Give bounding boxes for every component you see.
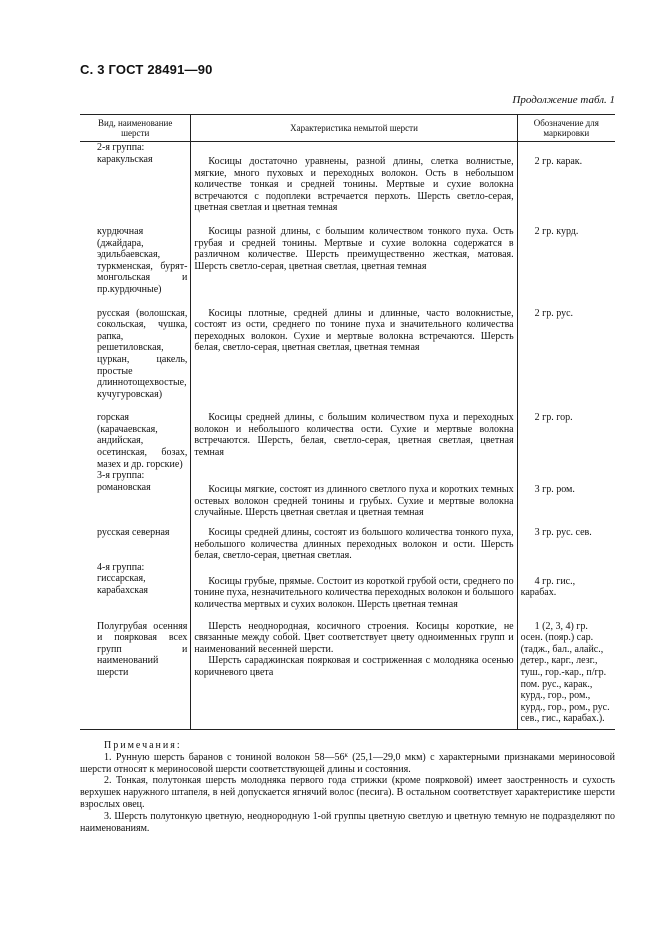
marking-code: 2 гр. гор. xyxy=(534,412,573,424)
marking-code: 3 гр. ром. xyxy=(534,484,575,496)
wool-type-cell xyxy=(80,214,191,296)
group-label: 3-я группа: xyxy=(97,470,145,482)
wool-type-name: Полугрубая осенняя и поярковая всех групп и наименований шерсти xyxy=(97,620,188,678)
marking-code: 1 (2, 3, 4) гр. осен. (пояр.) сар. (тадж., бал., алайс., детер., карг., лезг., туш., гор.-кар., п/гр. пом. рус., карак., курд., гор., ром., курд., гор., ром., рус. сев., гис., карабах.). xyxy=(520,620,610,725)
table-row xyxy=(80,214,615,296)
characteristic-text: Шерсть неоднородная, косичного строения. Косицы короткие, не связанные между собой. Цвет соответствует цвету одноименных групп и наименований весенней шерсти. xyxy=(194,620,514,655)
column-header-type: Вид, наименование шерсти xyxy=(80,115,191,142)
wool-type-cell xyxy=(80,142,191,214)
group-label: 4-я группа: xyxy=(97,561,145,573)
characteristic-cell xyxy=(191,470,517,519)
wool-type-name: каракульская xyxy=(97,153,153,165)
marking-cell xyxy=(517,142,615,214)
wool-type-name: русская северная xyxy=(97,527,170,539)
table-row xyxy=(80,400,615,470)
note-3: 3. Шерсть полутонкую цветную, неоднородную 1-ой группы цветную светлую и цветную темную не подразделяют по наименованиям. xyxy=(80,810,615,834)
table-row xyxy=(80,470,615,519)
note-2: 2. Тонкая, полутонкая шерсть молодняка первого года стрижки (кроме поярковой) имеет заостренность и сухость верхушек наружного штапеля, в ней допускается ягнячий волос (песига). В остальном соответствует характеристике шерсти взрослых овец. xyxy=(80,775,615,810)
wool-type-cell xyxy=(80,470,191,519)
characteristic-text: Косицы средней длины, состоят из большого количества тонкого пуха, небольшого количества длинных переходных волокон и ости. Шерсть белая, светло-серая, цветная светлая. xyxy=(194,527,514,562)
characteristic-cell xyxy=(191,519,517,562)
marking-cell xyxy=(517,214,615,296)
table-row xyxy=(80,296,615,401)
characteristic-text: Косицы мягкие, состоят из длинного светлого пуха и коротких темных остевых волокон средней тонины и грубых. Сухие и мертвые волокна случайные. Шерсть цветная светлая и цветная темная xyxy=(194,484,514,519)
marking-cell xyxy=(517,562,615,611)
column-header-marking: Обозначение для маркировки xyxy=(517,115,615,142)
characteristic-text: Косицы грубые, прямые. Состоит из короткой грубой ости, среднего по тонине пуха, незначительного количества переходных волокон и большого количества мертвых и сухих волокон. Шерсть цветная темная xyxy=(194,575,514,610)
marking-cell xyxy=(517,611,615,730)
table-continuation-label: Продолжение табл. 1 xyxy=(512,94,615,106)
table-body xyxy=(80,142,615,730)
characteristic-cell xyxy=(191,400,517,470)
wool-type-name: курдючная (джайдара, эдильбаевская, туркменская, бурят-монгольская и пр.курдючные) xyxy=(97,225,188,295)
wool-type-cell xyxy=(80,562,191,611)
marking-code: 4 гр. гис., карабах. xyxy=(520,575,576,599)
wool-type-name: романовская xyxy=(97,481,151,493)
marking-code: 3 гр. рус. сев. xyxy=(534,527,592,539)
wool-characteristics-table xyxy=(80,114,615,730)
marking-cell xyxy=(517,400,615,470)
characteristic-cell xyxy=(191,296,517,401)
marking-code: 2 гр. курд. xyxy=(534,225,579,237)
characteristic-text: Косицы разной длины, с большим количеством тонкого пуха. Ость грубая и средней тонины. Мертвые и сухие волокна содержатся в различном количестве. Шерсть преимущественно жесткая, матовая. Шерсть светло-серая, цветная светлая, цветная темная xyxy=(194,225,514,272)
characteristic-cell xyxy=(191,214,517,296)
table-row xyxy=(80,611,615,730)
marking-code: 2 гр. карак. xyxy=(534,156,583,167)
notes-section xyxy=(80,740,615,834)
characteristic-cell xyxy=(191,562,517,611)
wool-type-cell xyxy=(80,519,191,562)
characteristic-cell xyxy=(191,142,517,214)
table-row xyxy=(80,142,615,214)
characteristic-text: Косицы достаточно уравнены, разной длины, слетка волнистые, мягкие, много пуховых и переходных волокон. Ость в небольшом количестве тонкая и средней тонины. Мертвые и сухие волокна встречаются с подоплеки встречается перхоть. Шерсть светло-серая, цветная светлая и цветная темная xyxy=(194,156,514,214)
characteristic-cell xyxy=(191,611,517,730)
marking-code: 2 гр. рус. xyxy=(534,307,574,319)
wool-type-cell xyxy=(80,400,191,470)
note-1: 1. Рунную шерсть баранов с тониной волокон $58—56^к$ (25,1—29,0 мкм) с характерными признаками мериносовой шерсти относят к мериносовой шерсти соответствующей длины и состояния. xyxy=(80,750,615,775)
marking-cell xyxy=(517,519,615,562)
characteristic-text: Косицы плотные, средней длины и длинные, часто волокнистые, состоят из ости, среднего по тонине пуха и значительного количества переходных волокон. Сухие и мертвые волокна встречаются. Шерсть белая, светло-серая, цветная светлая, цветная темная xyxy=(194,307,514,354)
group-label: 2-я группа: xyxy=(97,142,145,153)
page-header: С. 3 ГОСТ 28491—90 xyxy=(80,62,213,77)
wool-type-cell xyxy=(80,296,191,401)
table-row xyxy=(80,519,615,562)
wool-type-name: горская (карачаевская, андийская, осетинская, бозах, мазех и др. горские) xyxy=(97,412,188,470)
wool-type-cell xyxy=(80,611,191,730)
wool-type-name: гиссарская, карабахская xyxy=(97,573,149,596)
marking-cell xyxy=(517,470,615,519)
column-header-characteristic: Характеристика немытой шерсти xyxy=(191,115,517,142)
characteristic-text: Косицы средней длины, с большим количеством пуха и переходных волокон и небольшого количества ости. Сухие и мертвые волокна встречаются. Шерсть, белая, светло-серая, цветная светлая, цветная темная xyxy=(194,412,514,459)
marking-cell xyxy=(517,296,615,401)
notes-title: Примечания: xyxy=(104,740,182,751)
characteristic-text: Шерсть сараджинская поярковая и состриженная с молодняка осенью коричневого цвета xyxy=(194,655,514,678)
table-header-row xyxy=(80,115,615,142)
wool-type-name: русская (волошская, сокольская, чушка, рапка, решетиловская, цуркан, цакель, простые длиннотощехвостые, кучугуровская) xyxy=(97,307,188,400)
table-row xyxy=(80,562,615,611)
